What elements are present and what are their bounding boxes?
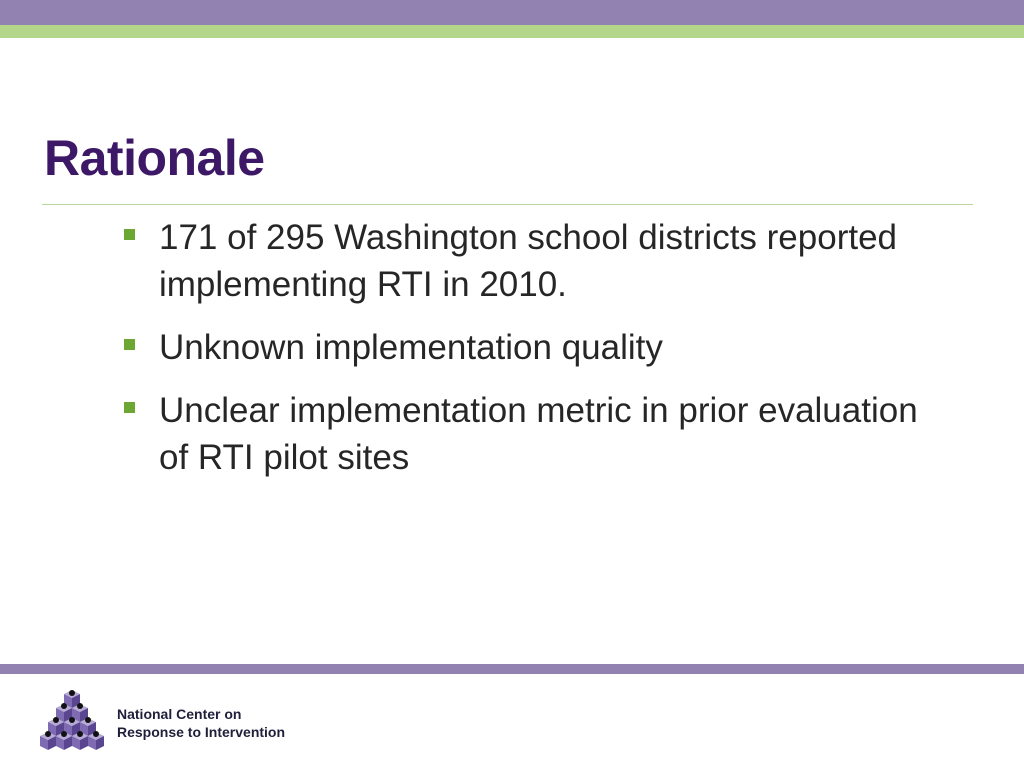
square-bullet-icon [124, 229, 135, 240]
bottom-purple-band [0, 664, 1024, 674]
organization-name [117, 705, 285, 741]
square-bullet-icon [124, 339, 135, 350]
bullet-item [124, 214, 924, 308]
top-purple-band [0, 0, 1024, 25]
title-divider [42, 204, 973, 205]
slide-title: Rationale [44, 130, 265, 186]
bullet-item [124, 324, 924, 371]
bullet-item [124, 387, 924, 481]
bullet-text: Unknown implementation quality [159, 328, 663, 367]
org-name-line-1: National Center on [117, 706, 242, 722]
square-bullet-icon [124, 402, 135, 413]
bullet-list [124, 214, 924, 497]
bullet-text: 171 of 295 Washington school districts reported implementing RTI in 2010. [159, 218, 898, 304]
bullet-text: Unclear implementation metric in prior evaluation of RTI pilot sites [159, 391, 918, 477]
org-name-line-2: Response to Intervention [117, 724, 286, 740]
top-green-band [0, 25, 1024, 38]
stacked-cubes-logo-icon [38, 690, 106, 754]
